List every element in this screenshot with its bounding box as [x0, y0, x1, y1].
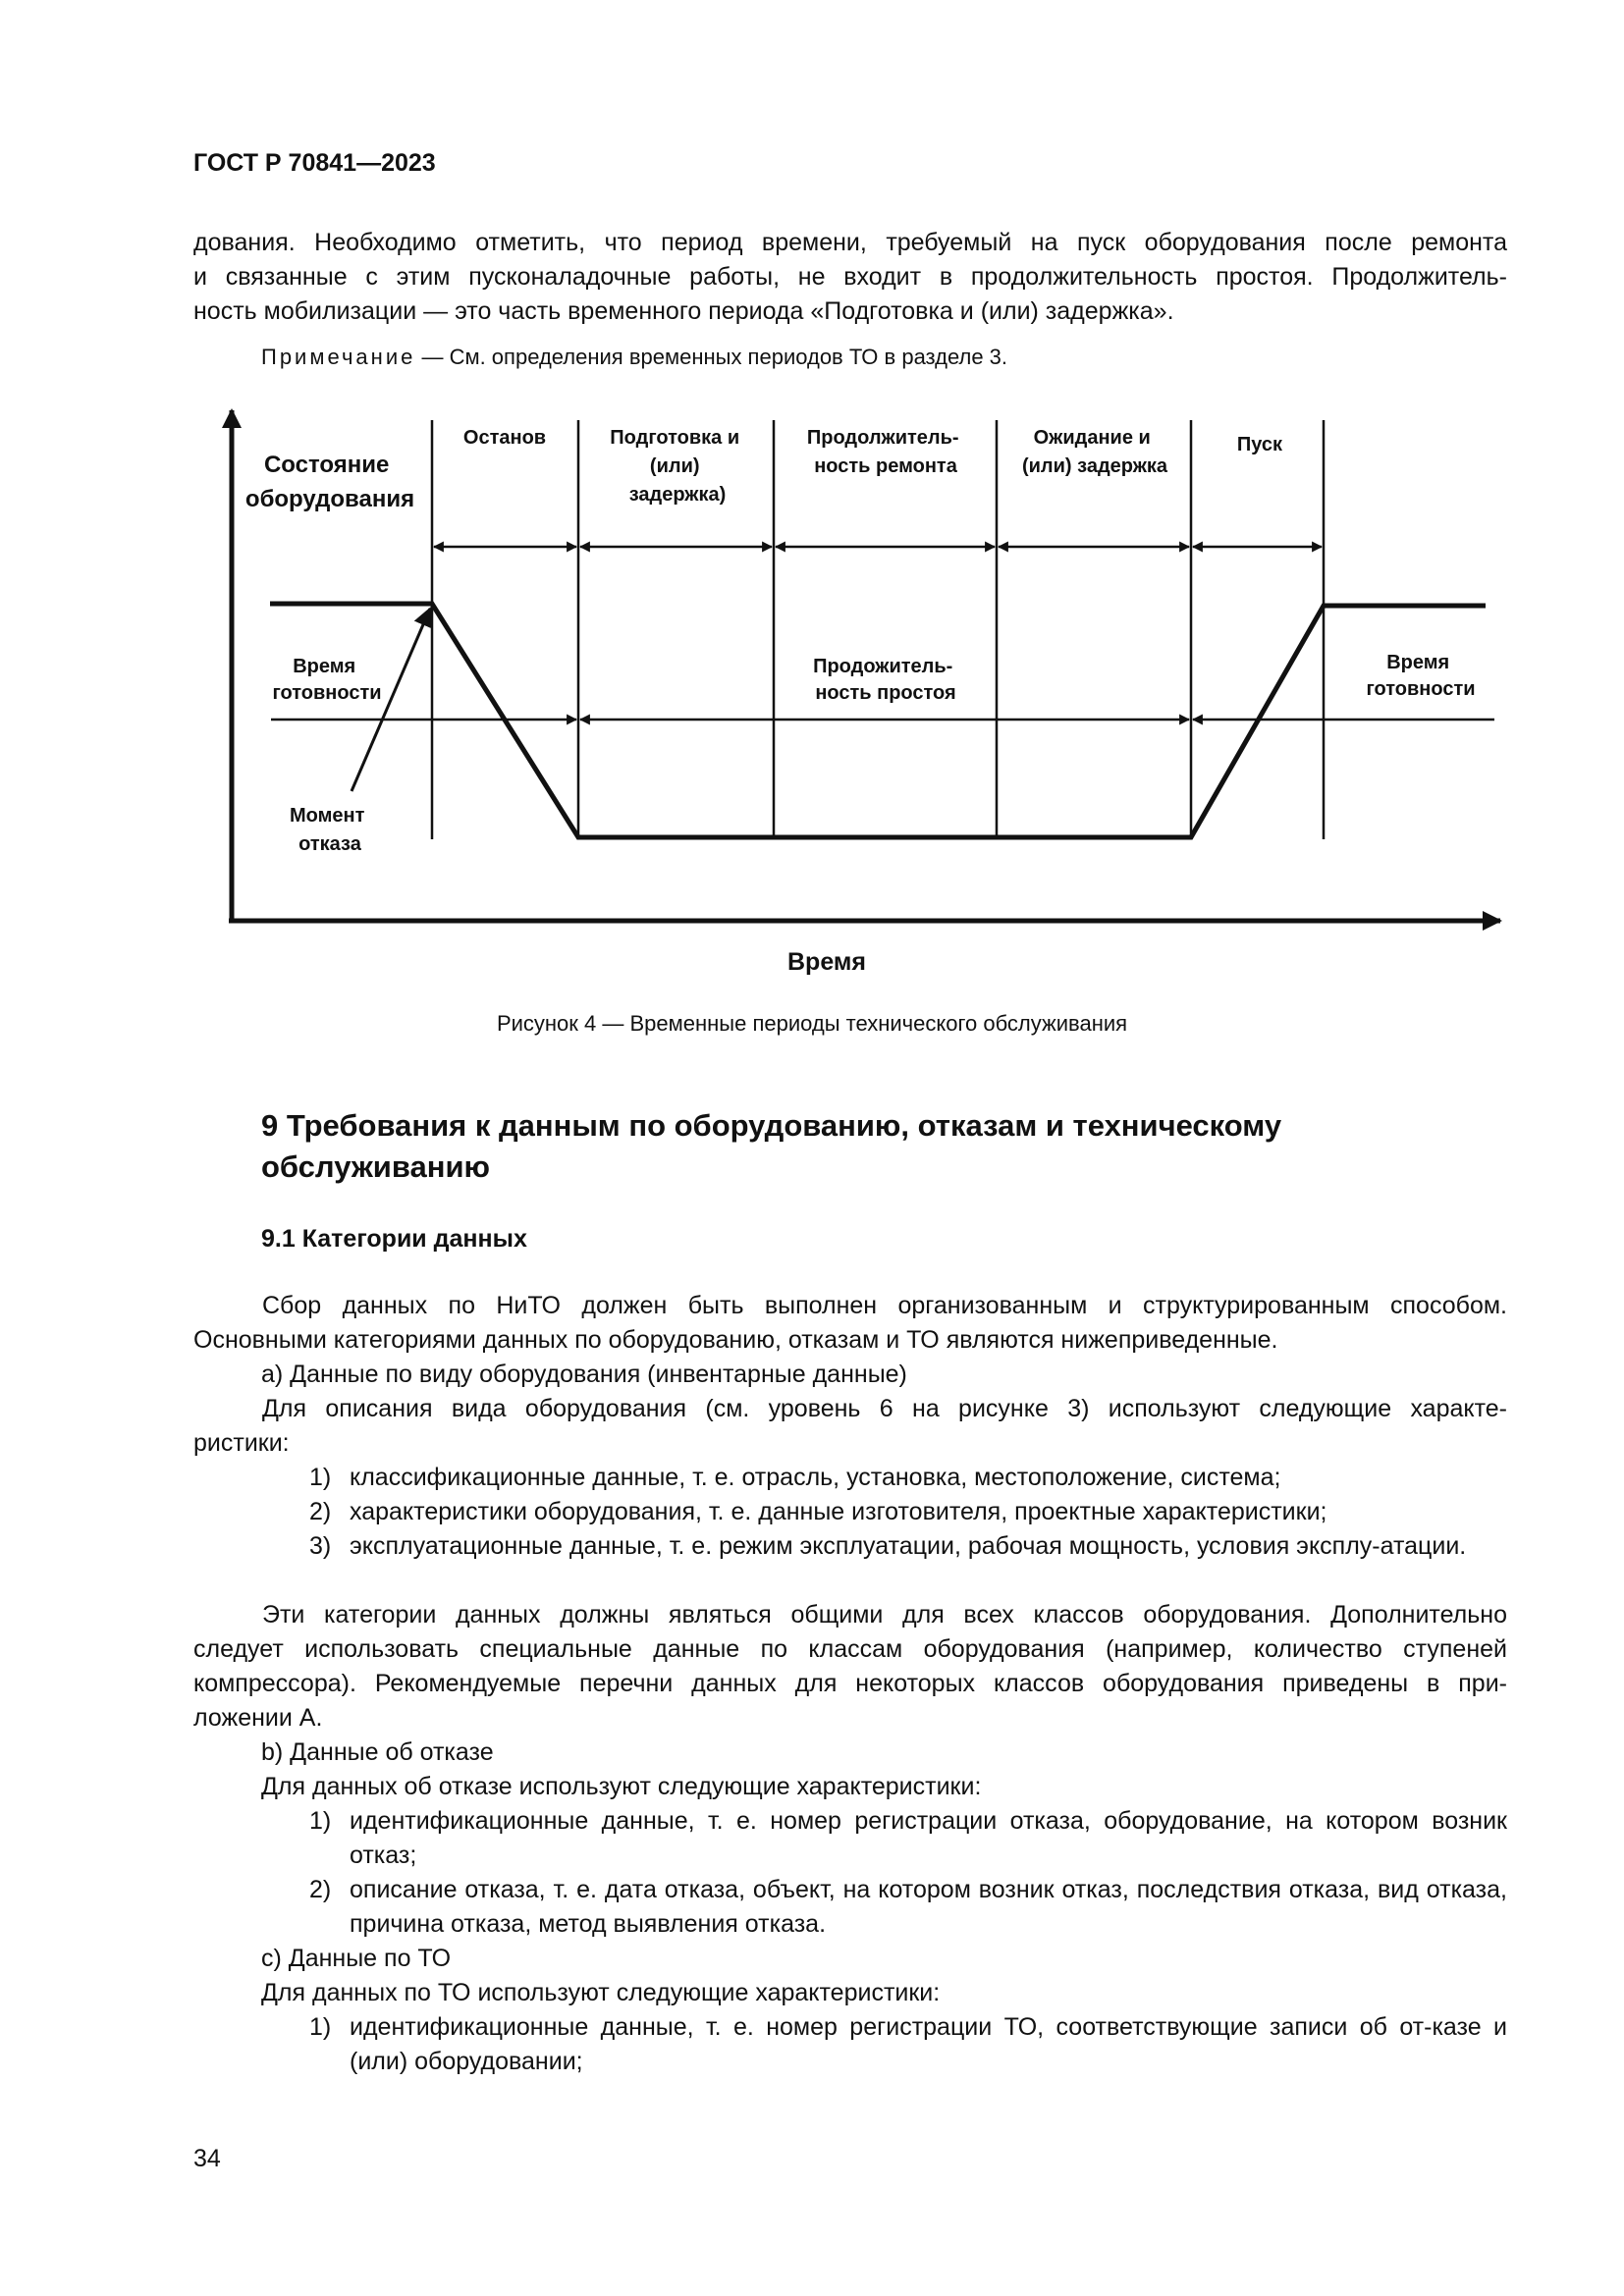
document-code: ГОСТ Р 70841—2023: [193, 149, 436, 177]
list-item-text: описание отказа, т. е. дата отказа, объект, на котором возник отказ, последствия отказа, вид отказа, причина отказа, метод выявления отказа.: [350, 1876, 1507, 1938]
period-label-startup: Пуск: [1236, 434, 1283, 455]
list-item-text: идентификационные данные, т. е. номер регистрации отказа, оборудование, на котором возник отказ;: [350, 1807, 1507, 1869]
list-item-a-title: a) Данные по виду оборудования (инвентарные данные): [261, 1361, 907, 1388]
downtime-label: Продожитель- ность простоя: [813, 656, 956, 704]
failure-moment-label: Момент отказа: [290, 805, 365, 855]
period-label-preparation: Подготовка и (или) задержка): [610, 427, 740, 506]
list-item: [309, 1461, 1507, 1495]
paragraph-a-intro: [193, 1392, 1507, 1461]
paragraph-c-intro: Для данных по ТО используют следующие характеристики:: [261, 1979, 941, 2006]
paragraph-data-collection: [193, 1289, 1507, 1358]
paragraph-line: Основными категориями данных по оборудованию, отказам и ТО являются нижеприведенные.: [193, 1326, 1278, 1354]
paragraph-common-categories: [193, 1598, 1507, 1735]
list-item-number: 1): [309, 1807, 332, 1835]
subsection-9-1-heading: 9.1 Категории данных: [261, 1225, 527, 1253]
paragraph-line: следует использовать специальные данные по классам оборудования (например, количество ступеней: [193, 1635, 1507, 1663]
period-label-repair: Продолжитель- ность ремонта: [806, 427, 959, 477]
ready-time-left-label: Время готовности: [272, 656, 382, 704]
note-label: Примечание: [261, 345, 416, 369]
list-item: [309, 1873, 1507, 1942]
paragraph-line: ристики:: [193, 1429, 290, 1457]
list-item-text: характеристики оборудования, т. е. данные изготовителя, проектные характеристики;: [350, 1498, 1327, 1525]
period-dividers: [432, 420, 1324, 839]
list-item: [309, 1495, 1507, 1529]
paragraph-line: Сбор данных по НиТО должен быть выполнен организованным и структурированным способом.: [262, 1292, 1507, 1319]
list-item-text: классификационные данные, т. е. отрасль, установка, местоположение, система;: [350, 1464, 1281, 1491]
list-item-text: эксплуатационные данные, т. е. режим эксплуатации, рабочая мощность, условия эксплу-атации.: [350, 1532, 1467, 1560]
list-item-number: 3): [309, 1532, 332, 1560]
intro-line-2: и связанные с этим пусконаладочные работы, не входит в продолжительность простоя. Продолжитель-: [193, 263, 1507, 291]
ready-time-right-label: Время готовности: [1366, 652, 1476, 700]
intro-line-3: ность мобилизации — это часть временного периода «Подготовка и (или) задержка».: [193, 297, 1174, 325]
paragraph-line: компрессора). Рекомендуемые перечни данных для некоторых классов оборудования приведены в при-: [193, 1670, 1507, 1697]
list-item: [309, 2010, 1507, 2079]
page-number: 34: [193, 2145, 221, 2172]
paragraph-b-intro: Для данных об отказе используют следующие характеристики:: [261, 1773, 982, 1800]
note-text: — См. определения временных периодов ТО в разделе 3.: [415, 345, 1008, 369]
intro-line-1: дования. Необходимо отметить, что период времени, требуемый на пуск оборудования после ремонта: [193, 229, 1507, 256]
list-item-text: идентификационные данные, т. е. номер регистрации ТО, соответствующие записи об от-казе и (или) оборудовании;: [350, 2013, 1507, 2075]
list-item-b-title: b) Данные об отказе: [261, 1738, 494, 1766]
list-item-number: 2): [309, 1876, 332, 1903]
list-item-c-title: c) Данные по ТО: [261, 1945, 452, 1972]
section-9-heading-line-1: 9 Требования к данным по оборудованию, отказам и техническому: [261, 1108, 1282, 1143]
maintenance-time-periods-figure: [0, 0, 1624, 1001]
list-item: [309, 1804, 1507, 1873]
paragraph-line: ложении А.: [193, 1704, 323, 1732]
section-9-heading-line-2: обслуживанию: [261, 1149, 490, 1184]
paragraph-line: Для описания вида оборудования (см. уровень 6 на рисунке 3) используют следующие характе-: [262, 1395, 1507, 1422]
list-item-number: 1): [309, 1464, 332, 1491]
x-axis-label: Время: [787, 948, 866, 976]
period-label-waiting: Ожидание и (или) задержка: [1021, 427, 1168, 477]
list-item-number: 1): [309, 2013, 332, 2041]
list-item-number: 2): [309, 1498, 332, 1525]
section-9-heading: [261, 1105, 1489, 1188]
figure-caption: Рисунок 4 — Временные периоды технического обслуживания: [496, 1011, 1128, 1036]
period-label-shutdown: Останов: [462, 427, 547, 449]
list-item: [309, 1529, 1507, 1564]
paragraph-line: Эти категории данных должны являться общими для всех классов оборудования. Дополнительно: [262, 1601, 1507, 1629]
y-axis-label: Состояние оборудования: [244, 452, 415, 512]
